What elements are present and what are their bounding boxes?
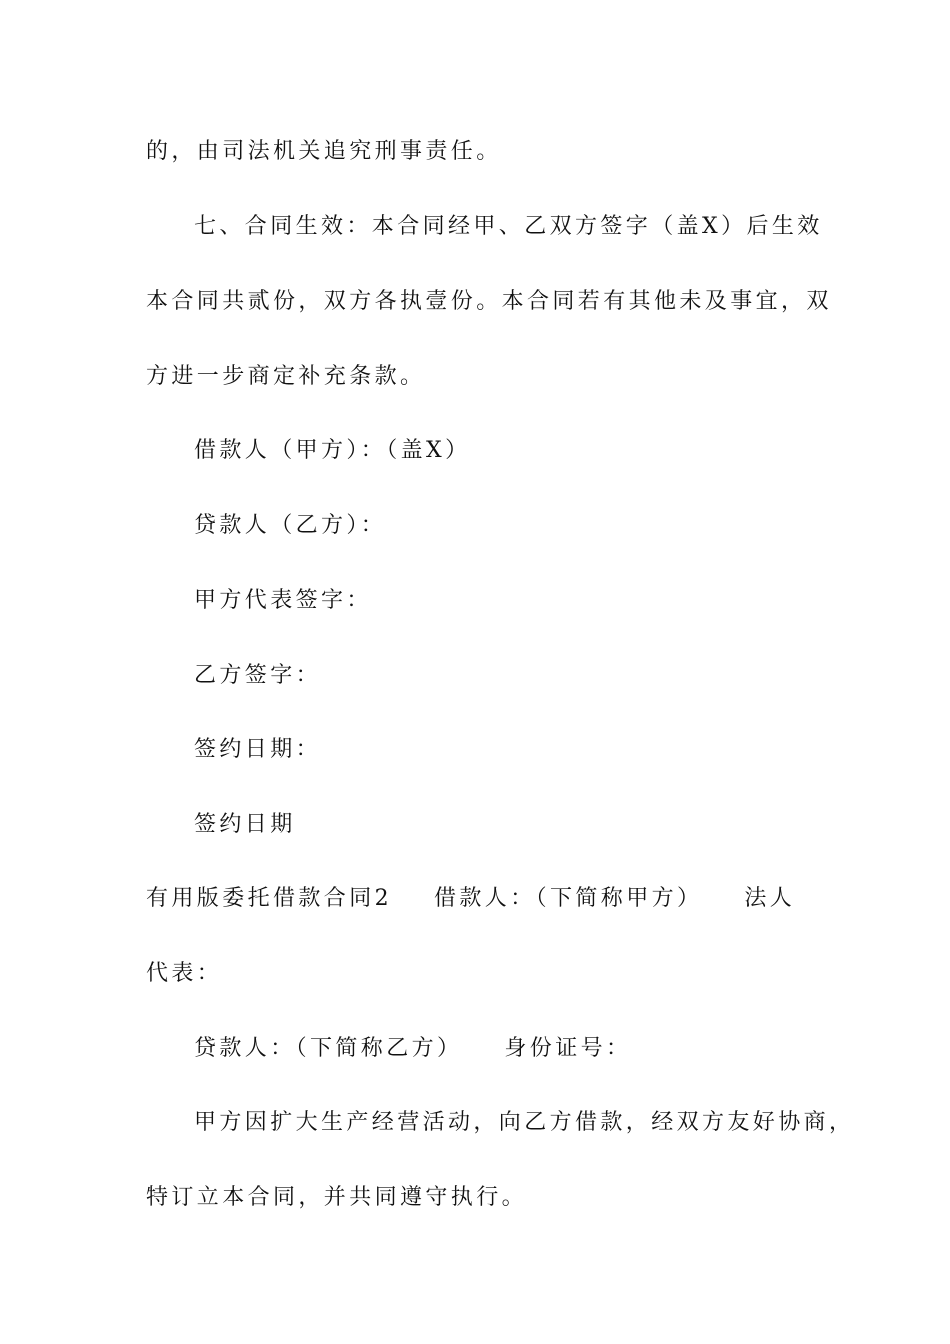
contract2-id-number-field: 身份证号： (504, 1036, 632, 1061)
contract2-borrower-field: 借款人：（下简称甲方） (434, 886, 703, 911)
signature-line-lender: 贷款人（乙方）： (194, 513, 387, 538)
signature-line-sign-date-2: 签约日期 (194, 812, 296, 837)
paragraph-line-copies: 本合同共贰份，双方各执壹份。本合同若有其他未及事宜，双 (146, 289, 832, 314)
paragraph-line-contract-effective: 七、合同生效：本合同经甲、乙双方签字（盖X）后生效 (194, 214, 823, 239)
contract2-header-line (146, 884, 795, 914)
paragraph-line-supplementary: 方进一步商定补充条款。 (146, 364, 426, 389)
signature-line-party-b: 乙方签字： (194, 663, 322, 688)
signature-line-borrower: 借款人（甲方）：（盖X） (194, 438, 471, 463)
contract2-purpose-line-1: 甲方因扩大生产经营活动，向乙方借款，经双方友好协商， (194, 1110, 855, 1135)
signature-line-sign-date: 签约日期： (194, 737, 322, 762)
signature-line-party-a-rep: 甲方代表签字： (194, 588, 372, 613)
contract2-lender-field: 贷款人：（下简称乙方） (194, 1036, 463, 1061)
contract2-lender-line (194, 1034, 631, 1064)
paragraph-line-criminal-liability: 的，由司法机关追究刑事责任。 (146, 139, 502, 164)
contract2-legal-rep-cont: 代表： (146, 961, 223, 986)
contract2-legal-rep-label: 法人 (744, 886, 796, 911)
contract2-title: 有用版委托借款合同2 (146, 886, 392, 911)
contract2-purpose-line-2: 特订立本合同，并共同遵守执行。 (146, 1185, 528, 1210)
